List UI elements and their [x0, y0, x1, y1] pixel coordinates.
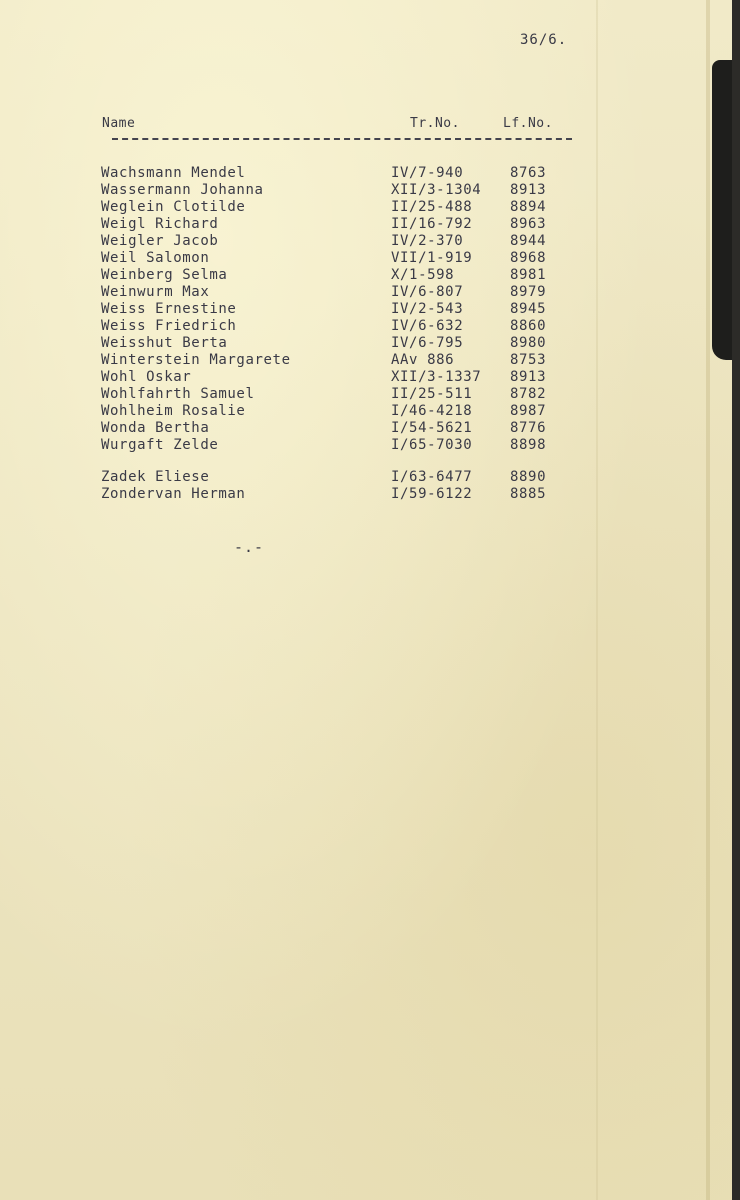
entry-name: Wurgaft Zelde: [101, 437, 219, 453]
page-number: 36/6.: [520, 32, 568, 48]
entry-name: Wohlfahrth Samuel: [101, 386, 255, 402]
entry-lf-no: 8980: [510, 335, 547, 351]
entry-name: Weglein Clotilde: [101, 199, 246, 215]
entry-tr-no: II/16-792: [391, 216, 473, 232]
column-header-name: Name: [102, 116, 136, 131]
list-item: [0, 301, 600, 318]
list-item: [0, 216, 600, 233]
list-item: [0, 386, 600, 403]
entry-tr-no: VII/1-919: [391, 250, 473, 266]
column-header-tr-no: Tr.No.: [410, 116, 460, 131]
section-gap: [0, 454, 600, 469]
fold-crease-right: [706, 0, 710, 1200]
list-item: [0, 469, 600, 486]
entry-tr-no: IV/6-632: [391, 318, 464, 334]
entry-lf-no: 8763: [510, 165, 547, 181]
entry-name: Wohlheim Rosalie: [101, 403, 246, 419]
entry-name: Weinwurm Max: [101, 284, 210, 300]
entry-tr-no: I/54-5621: [391, 420, 473, 436]
entry-name: Wassermann Johanna: [101, 182, 264, 198]
entry-tr-no: IV/7-940: [391, 165, 464, 181]
list-item: [0, 437, 600, 454]
entry-tr-no: IV/6-807: [391, 284, 464, 300]
entry-tr-no: IV/6-795: [391, 335, 464, 351]
entry-lf-no: 8968: [510, 250, 547, 266]
entry-lf-no: 8987: [510, 403, 547, 419]
page-edge-shadow: [732, 0, 740, 1200]
list-item: [0, 420, 600, 437]
entry-name: Weil Salomon: [101, 250, 210, 266]
entry-tr-no: II/25-488: [391, 199, 473, 215]
entry-tr-no: II/25-511: [391, 386, 473, 402]
entry-tr-no: I/63-6477: [391, 469, 473, 485]
list-item: [0, 486, 600, 503]
entry-name: Winterstein Margarete: [101, 352, 291, 368]
entry-name: Wohl Oskar: [101, 369, 192, 385]
entry-tr-no: I/59-6122: [391, 486, 473, 502]
list-item: [0, 335, 600, 352]
entry-tr-no: X/1-598: [391, 267, 455, 283]
list-item: [0, 182, 600, 199]
entry-name: Zadek Eliese: [101, 469, 210, 485]
entry-lf-no: 8782: [510, 386, 547, 402]
entry-lf-no: 8898: [510, 437, 547, 453]
column-header-lf-no: Lf.No.: [503, 116, 553, 131]
entry-tr-no: I/46-4218: [391, 403, 473, 419]
entry-lf-no: 8945: [510, 301, 547, 317]
header-divider: [112, 138, 572, 140]
entry-lf-no: 8753: [510, 352, 547, 368]
end-mark: -.-: [234, 538, 265, 556]
entry-lf-no: 8981: [510, 267, 547, 283]
entry-tr-no: XII/3-1337: [391, 369, 482, 385]
name-list: [0, 165, 600, 503]
entry-lf-no: 8890: [510, 469, 547, 485]
list-item: [0, 369, 600, 386]
entry-lf-no: 8885: [510, 486, 547, 502]
entry-lf-no: 8776: [510, 420, 547, 436]
entry-tr-no: I/65-7030: [391, 437, 473, 453]
entry-name: Weigl Richard: [101, 216, 219, 232]
list-item: [0, 233, 600, 250]
entry-name: Zondervan Herman: [101, 486, 246, 502]
entry-name: Weiss Friedrich: [101, 318, 237, 334]
entry-name: Weiss Ernestine: [101, 301, 237, 317]
list-item: [0, 267, 600, 284]
entry-lf-no: 8894: [510, 199, 547, 215]
list-item: [0, 403, 600, 420]
entry-lf-no: 8963: [510, 216, 547, 232]
entry-name: Wonda Bertha: [101, 420, 210, 436]
entry-tr-no: IV/2-543: [391, 301, 464, 317]
entry-name: Wachsmann Mendel: [101, 165, 246, 181]
entry-lf-no: 8860: [510, 318, 547, 334]
list-item: [0, 199, 600, 216]
entry-lf-no: 8913: [510, 182, 547, 198]
entry-name: Weinberg Selma: [101, 267, 228, 283]
list-item: [0, 352, 600, 369]
entry-lf-no: 8979: [510, 284, 547, 300]
entry-name: Weigler Jacob: [101, 233, 219, 249]
entry-tr-no: AAv 886: [391, 352, 455, 368]
list-item: [0, 284, 600, 301]
entry-tr-no: XII/3-1304: [391, 182, 482, 198]
entry-lf-no: 8913: [510, 369, 547, 385]
entry-tr-no: IV/2-370: [391, 233, 464, 249]
list-item: [0, 165, 600, 182]
entry-name: Weisshut Berta: [101, 335, 228, 351]
list-item: [0, 250, 600, 267]
entry-lf-no: 8944: [510, 233, 547, 249]
list-item: [0, 318, 600, 335]
